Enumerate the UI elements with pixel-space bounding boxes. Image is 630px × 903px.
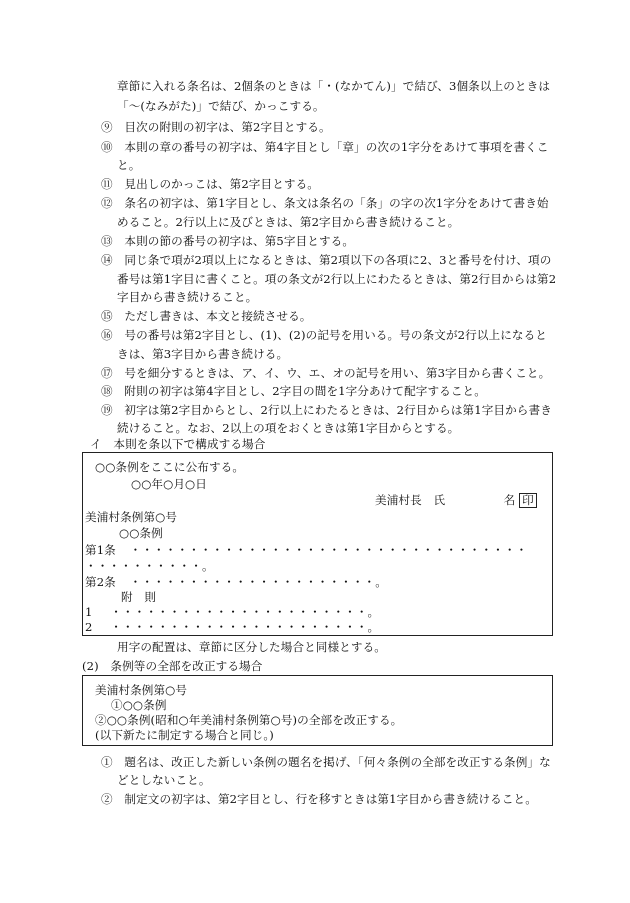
- supplementary-2: [85, 619, 379, 635]
- rule-11: ⑪ 見出しのかっこは、第2字目とする。: [101, 177, 319, 191]
- rule-17: ⑰ 号を細分するときは、ア、イ、ウ、エ、オの記号を用い、第3字目から書くこと。: [101, 366, 551, 380]
- example-box-2: [82, 675, 553, 746]
- promulgation-date: ○○年○月○日: [131, 477, 207, 491]
- intro-line-2: 「～(なみがた)」で結び、かっこする。: [117, 99, 325, 113]
- rule-16: ⑯ 号の番号は第2字目とし、(1)、(2)の記号を用いる。号の条文が2行以上になると: [101, 328, 547, 342]
- rule-18: ⑱ 附則の初字は第4字目とし、2字目の間を1字分あけて配字すること。: [101, 384, 486, 398]
- article-1: [85, 542, 527, 558]
- article-2-label: 第2条: [85, 575, 116, 589]
- supplementary-1-label: 1: [85, 605, 93, 619]
- seal-mark: 印: [519, 493, 537, 508]
- supplementary-1: [85, 604, 379, 620]
- box2-line-4: (以下新たに制定する場合と同じ。): [95, 728, 274, 742]
- section-2-heading: (2) 条例等の全部を改正する場合: [82, 659, 263, 673]
- intro-line-1: 章節に入れる条名は、2個条のときは「・(なかてん)」で結び、3個条以上のときは: [117, 79, 551, 93]
- rule-16-cont: きは、第3字目から書き続ける。: [117, 347, 289, 361]
- mayor-signature: [375, 492, 537, 508]
- rule-9: ⑨ 目次の附則の初字は、第2字目とする。: [101, 120, 331, 134]
- box2-line-2: ①○○条例: [111, 698, 167, 712]
- rule-14-cont-1: 番号は第1字目に書くこと。項の条文が2行以上にわたるときは、第2行目からは第2: [117, 272, 557, 286]
- rule-12-cont: めること。2行以上に及びときは、第2字目から書き続けること。: [117, 215, 460, 229]
- box2-line-1: 美浦村条例第○号: [95, 683, 188, 697]
- item-1-cont: どとしないこと。: [117, 773, 211, 787]
- section-i-heading: イ 本則を条以下で構成する場合: [90, 437, 266, 451]
- rule-19: ⑲ 初字は第2字目からとし、2行以上にわたるときは、2行目からは第1字目から書き: [101, 403, 552, 417]
- supplementary-heading: 附 則: [121, 590, 157, 604]
- ordinance-number: 美浦村条例第○号: [85, 510, 178, 524]
- note-after-box-1: 用字の配置は、章節に区分した場合と同様とする。: [117, 640, 386, 654]
- rule-19-cont: 続けること。なお、2以上の項をおくときは第1字目からとする。: [117, 421, 460, 435]
- article-2: [85, 574, 387, 590]
- box2-line-3: ②○○条例(昭和○年美浦村条例第○号)の全部を改正する。: [95, 713, 403, 727]
- rule-13: ⑬ 本則の節の番号の初字は、第5字目とする。: [101, 234, 355, 248]
- rule-12: ⑫ 条名の初字は、第1字目とし、条文は条名の「条」の字の次1字分をあけて書き始: [101, 196, 549, 210]
- article-1-cont: ・・・・・・・・・・。: [85, 559, 214, 573]
- supplementary-2-label: 2: [85, 620, 93, 634]
- rule-14: ⑭ 同じ条で項が2項以上になるときは、第2項以下の各項に2、3と番号を付け、項の: [101, 253, 552, 267]
- rule-10: ⑩ 本則の章の番号の初字は、第4字目とし「章」の次の1字分をあけて事項を書くこ: [101, 140, 549, 154]
- example-box-1: [82, 452, 553, 636]
- rule-14-cont-2: 字目から書き続けること。: [117, 290, 258, 304]
- article-1-label: 第1条: [85, 543, 116, 557]
- supplementary-2-dots: ・・・・・・・・・・・・・・・・・・・・・・。: [110, 620, 380, 634]
- rule-15: ⑮ ただし書きは、本文と接続させる。: [101, 309, 312, 323]
- ordinance-title: ○○条例: [119, 526, 163, 540]
- item-1: ① 題名は、改正した新しい条例の題名を掲げ、「何々条例の全部を改正する条例」な: [101, 755, 551, 769]
- article-1-dots: ・・・・・・・・・・・・・・・・・・・・・・・・・・・・・・・・・・: [129, 543, 528, 557]
- item-2: ② 制定文の初字は、第2字目とし、行を移すときは第1字目から書き続けること。: [101, 792, 537, 806]
- promulgation-text: ○○条例をここに公布する。: [95, 460, 245, 474]
- rule-10-cont: と。: [117, 158, 141, 172]
- article-2-dots: ・・・・・・・・・・・・・・・・・・・・・。: [129, 575, 387, 589]
- supplementary-1-dots: ・・・・・・・・・・・・・・・・・・・・・・。: [110, 605, 380, 619]
- mayor-name: 美浦村長 氏 名: [375, 493, 516, 507]
